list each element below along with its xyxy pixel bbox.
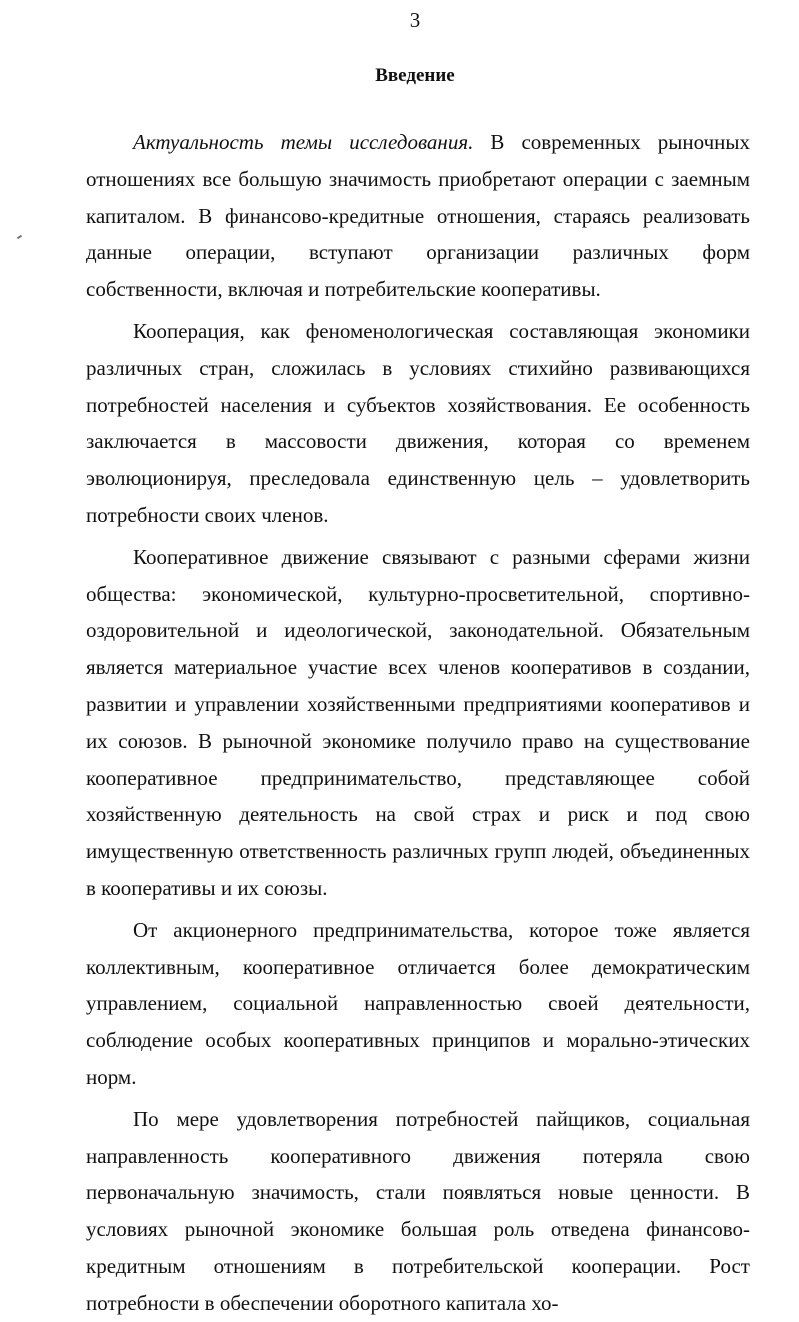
page-number: 3 bbox=[409, 8, 421, 32]
paragraph-text: В современных рыночных отношениях все большую значимость приобретают операции с заемным капиталом. В финансово-кредитные отношения, стараясь реализовать данные операции, вступают организации различных форм собственности, включая и потребительские кооперативы. bbox=[86, 130, 750, 302]
paragraph-text: По мере удовлетворения потребностей пайщиков, социальная направленность кооперативного движения потеряла свою первоначальную значимость, стали появляться новые ценности. В условиях рыночной экономике большая роль отведена финансово-кредитным отношениям в потребительской кооперации. Рост потребности в обеспечении оборотного капитала хо- bbox=[86, 1106, 750, 1315]
paragraph-joint-stock bbox=[86, 912, 750, 1096]
scan-mark bbox=[17, 235, 22, 240]
paragraph-text: Кооперация, как феноменологическая составляющая экономики различных стран, сложилась в условиях стихийно развивающихся потребностей населения и субъектов хозяйствования. Ее особенность заключается в массовости движения, которая со временем эволюционируя, преследовала единственную цель – удовлетворить потребности своих членов. bbox=[86, 318, 750, 527]
paragraph-cooperation bbox=[86, 313, 750, 534]
section-heading: Введение bbox=[375, 65, 455, 86]
paragraph-text: От акционерного предпринимательства, которое тоже является коллективным, кооперативное отличается более демократическим управлением, социальной направленностью своей деятельности, соблюдение особых кооперативных принципов и морально-этических норм. bbox=[86, 917, 750, 1089]
paragraph-cooperative-movement bbox=[86, 539, 750, 907]
paragraph-shareholders bbox=[86, 1101, 750, 1322]
paragraph-relevance bbox=[86, 124, 750, 308]
paragraph-text: Кооперативное движение связывают с разными сферами жизни общества: экономической, культурно-просветительной, спортивно-оздоровительной и идеологической, законодательной. Обязательным является материальное участие всех членов кооперативов в создании, развитии и управлении хозяйственными предприятиями кооперативов и их союзов. В рыночной экономике получило право на существование кооперативное предпринимательство, представляющее собой хозяйственную деятельность на свой страх и риск и под свою имущественную ответственность различных групп людей, объединенных в кооперативы и их союзы. bbox=[86, 544, 750, 900]
body-text bbox=[86, 124, 750, 1322]
paragraph-lead-italic: Актуальность темы исследования. bbox=[133, 130, 474, 154]
